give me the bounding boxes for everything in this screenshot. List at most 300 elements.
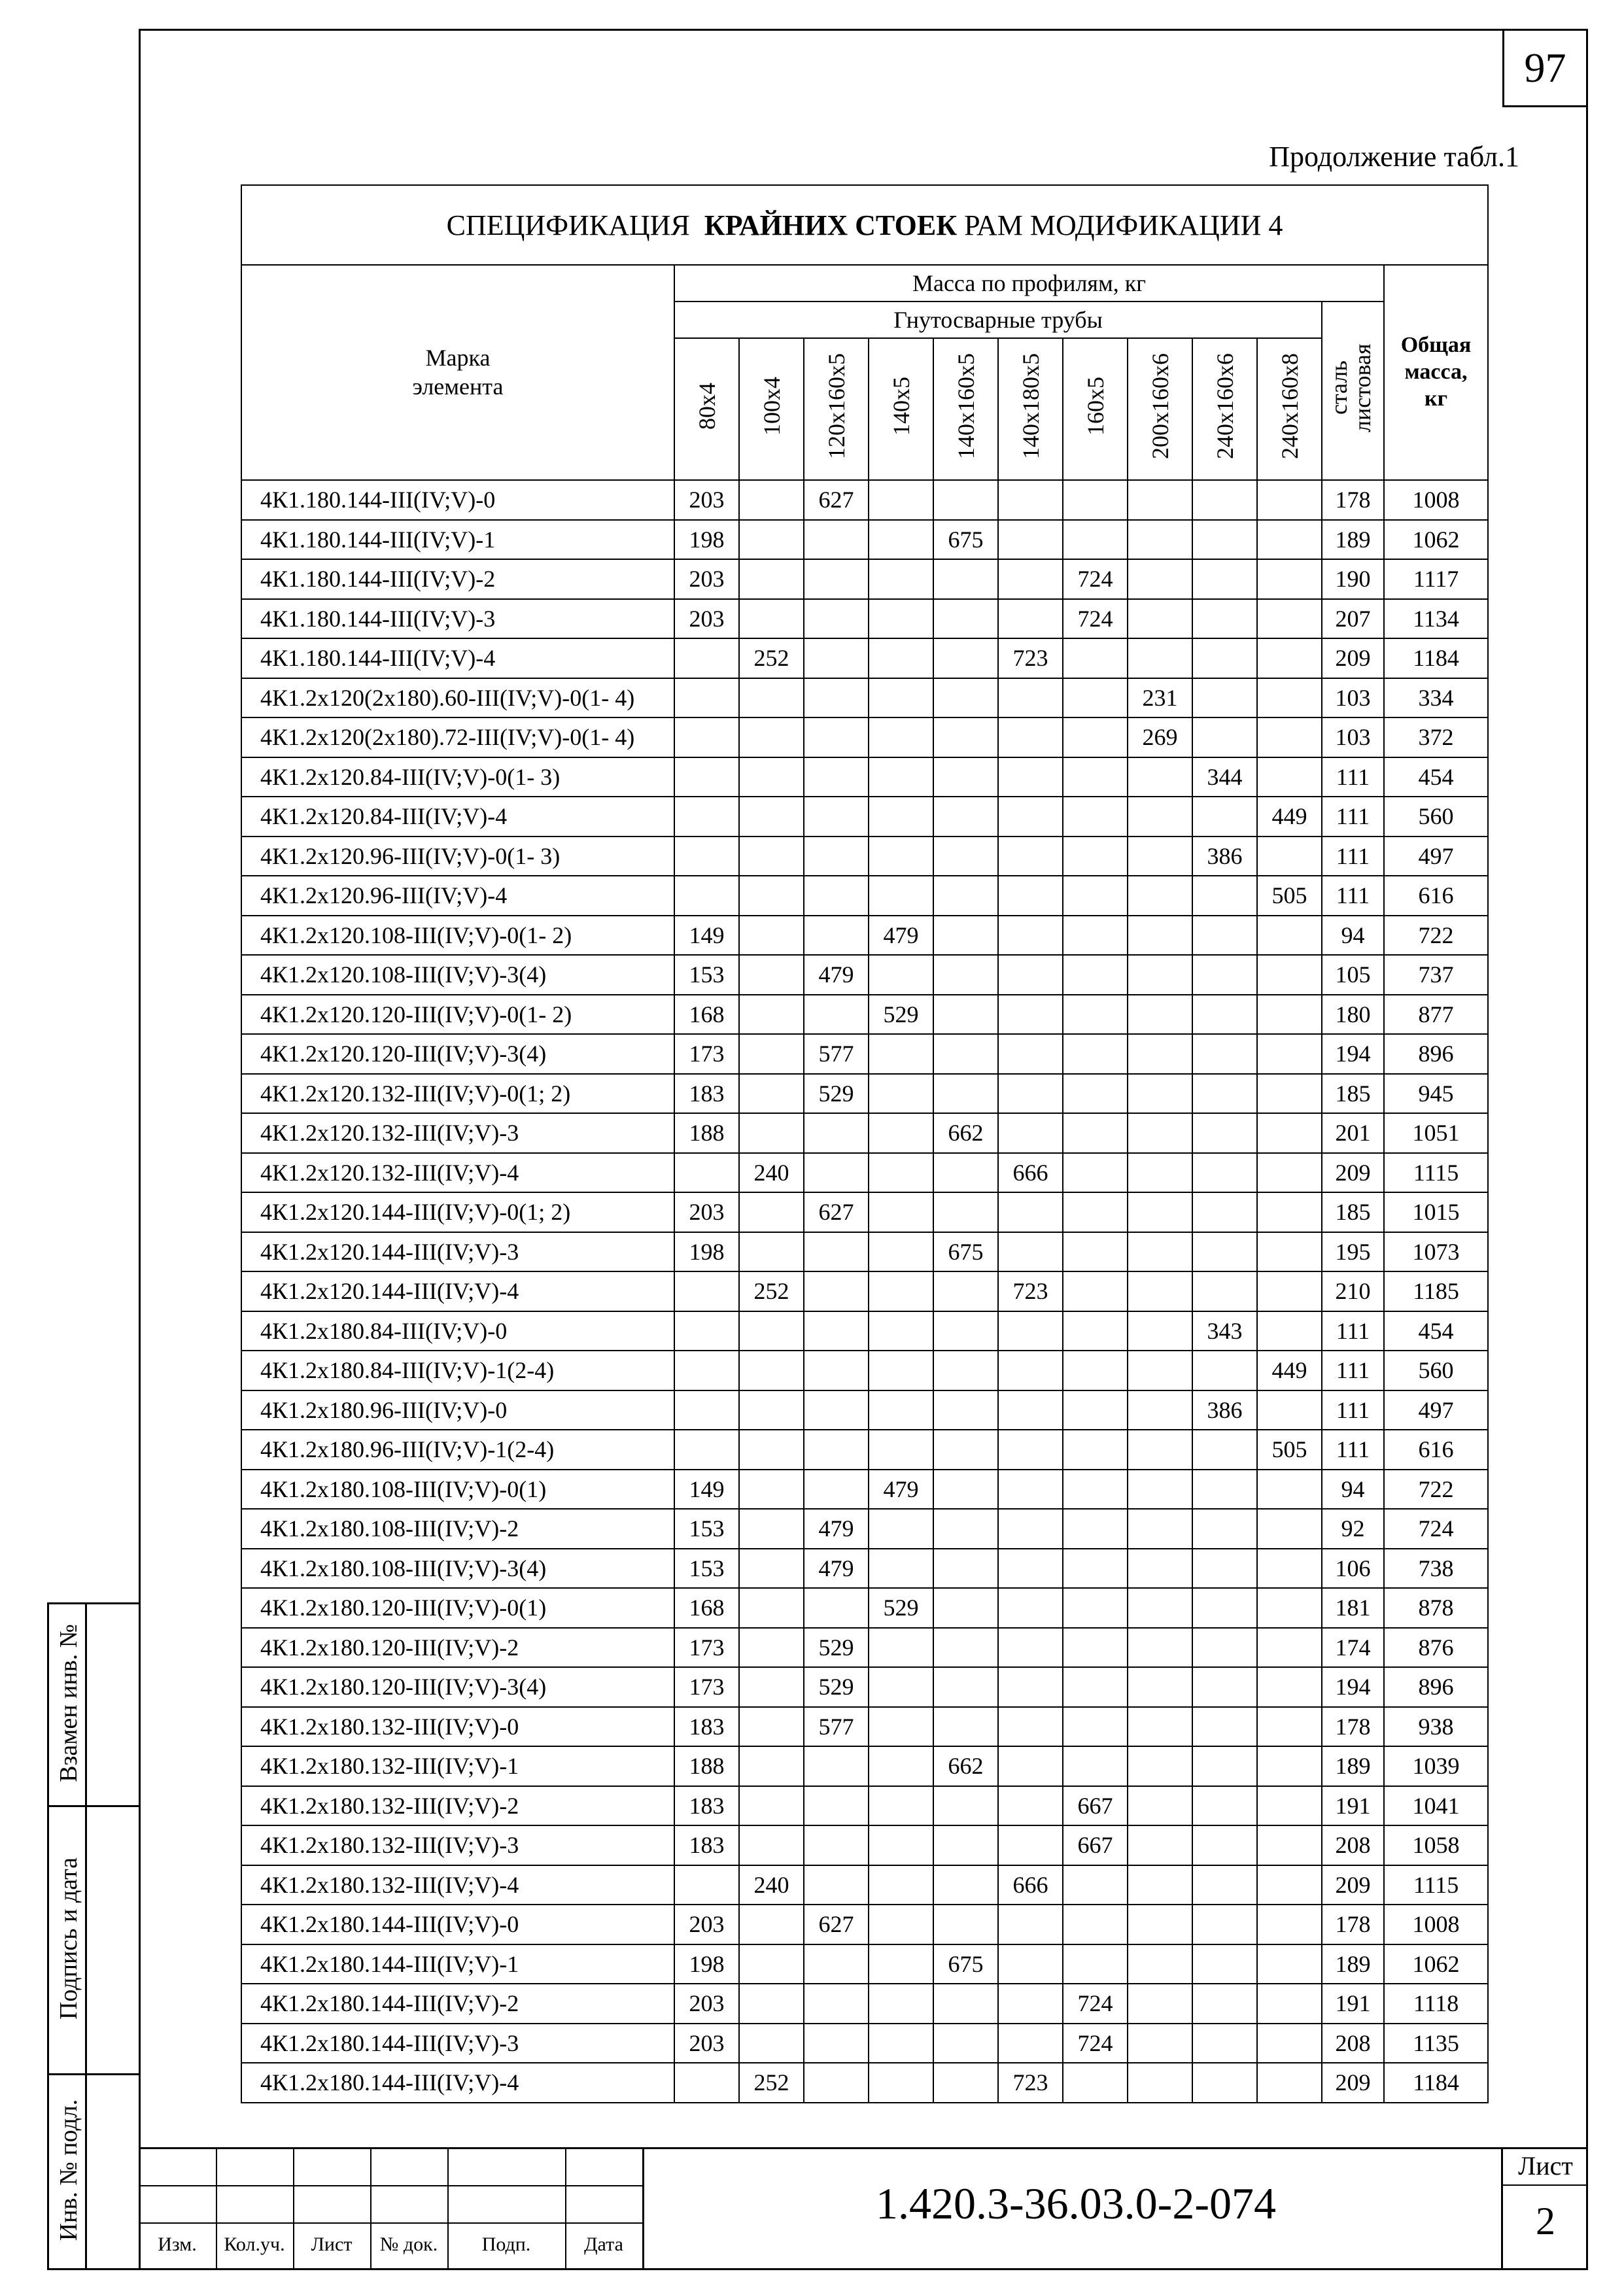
- profile-mass-cell: [1257, 678, 1322, 718]
- profile-mass-cell: [1063, 1667, 1128, 1707]
- profile-header: 240x160x6: [1192, 338, 1257, 480]
- doc-number-label: № док.: [379, 2234, 438, 2255]
- profile-mass-cell: [804, 1271, 869, 1311]
- total-mass-cell: 1008: [1384, 1905, 1488, 1944]
- total-mass-cell: 896: [1384, 1667, 1488, 1707]
- table-row: [241, 717, 1488, 757]
- profile-mass-cell: [933, 678, 998, 718]
- profile-mass-cell: [933, 1707, 998, 1747]
- element-mark: 4К1.2х180.132-III(IV;V)-2: [241, 1786, 674, 1826]
- profile-mass-cell: [869, 1192, 933, 1232]
- sheet-steel-cell: 180: [1322, 995, 1384, 1035]
- stamp-border: [47, 2073, 141, 2075]
- total-mass-cell: 945: [1384, 1074, 1488, 1114]
- sheet-steel-cell: 111: [1322, 1311, 1384, 1351]
- profile-mass-cell: [739, 599, 804, 639]
- table-row: [241, 1944, 1488, 1984]
- profile-mass-cell: [1063, 1470, 1128, 1510]
- table-row: [241, 1865, 1488, 1905]
- profile-mass-cell: [933, 876, 998, 916]
- profile-mass-cell: [933, 1430, 998, 1470]
- tubes-header: Гнутосварные трубы: [674, 302, 1322, 338]
- profile-mass-cell: [1063, 1311, 1128, 1351]
- profile-mass-cell: [998, 837, 1063, 876]
- profile-mass-cell: [869, 955, 933, 995]
- profile-mass-cell: 203: [674, 1192, 739, 1232]
- element-mark: 4К1.2х180.84-III(IV;V)-0: [241, 1311, 674, 1351]
- signature-label: Подп.: [481, 2234, 531, 2255]
- profile-mass-cell: [998, 876, 1063, 916]
- profile-mass-cell: [998, 1351, 1063, 1390]
- profile-mass-cell: 252: [739, 638, 804, 678]
- total-mass-cell: 1134: [1384, 599, 1488, 639]
- total-mass-cell: 1135: [1384, 2024, 1488, 2063]
- sheet-number: 2: [1536, 2200, 1555, 2243]
- profile-mass-cell: [1063, 1430, 1128, 1470]
- profile-mass-cell: [1192, 717, 1257, 757]
- profile-mass-cell: [1128, 797, 1192, 837]
- table-row: [241, 480, 1488, 520]
- profile-mass-cell: [933, 1905, 998, 1944]
- total-mass-cell: 616: [1384, 1430, 1488, 1470]
- element-mark: 4К1.2х180.144-III(IV;V)-4: [241, 2063, 674, 2103]
- profile-mass-cell: [1128, 837, 1192, 876]
- profile-mass-cell: [1063, 1549, 1128, 1589]
- profile-mass-cell: [1192, 1034, 1257, 1074]
- profile-mass-cell: [674, 678, 739, 718]
- profile-mass-cell: [1063, 678, 1128, 718]
- profile-mass-cell: [933, 717, 998, 757]
- profile-mass-cell: [1192, 559, 1257, 599]
- profile-mass-cell: [739, 1074, 804, 1114]
- profile-mass-cell: [739, 876, 804, 916]
- element-mark: 4К1.2х180.132-III(IV;V)-0: [241, 1707, 674, 1747]
- stamp-border: [47, 2268, 141, 2270]
- profile-mass-cell: [674, 2063, 739, 2103]
- profile-mass-cell: [1192, 1667, 1257, 1707]
- profile-mass-cell: [1063, 480, 1128, 520]
- profile-mass-cell: [1128, 1905, 1192, 1944]
- profile-mass-cell: [739, 1588, 804, 1628]
- profile-mass-cell: [869, 1074, 933, 1114]
- profile-mass-cell: [1063, 1588, 1128, 1628]
- profile-mass-cell: [933, 2063, 998, 2103]
- total-mass-cell: 1015: [1384, 1192, 1488, 1232]
- profile-mass-cell: [998, 1746, 1063, 1786]
- profile-mass-cell: [1128, 1470, 1192, 1510]
- profile-mass-cell: 662: [933, 1113, 998, 1153]
- profile-mass-cell: [1257, 1509, 1322, 1549]
- element-mark: 4К1.2х180.120-III(IV;V)-2: [241, 1628, 674, 1668]
- profile-mass-cell: 168: [674, 995, 739, 1035]
- table-row: [241, 916, 1488, 956]
- profile-mass-cell: [1257, 1271, 1322, 1311]
- table-row: [241, 1825, 1488, 1865]
- element-mark: 4К1.2х180.132-III(IV;V)-3: [241, 1825, 674, 1865]
- profile-mass-cell: [1192, 1984, 1257, 2024]
- sheet-steel-cell: 92: [1322, 1509, 1384, 1549]
- profile-mass-cell: 188: [674, 1113, 739, 1153]
- profile-mass-cell: [1192, 1707, 1257, 1747]
- total-mass-cell: 1051: [1384, 1113, 1488, 1153]
- profile-mass-cell: [869, 1153, 933, 1193]
- profile-mass-cell: 627: [804, 1192, 869, 1232]
- sheet-steel-cell: 189: [1322, 1944, 1384, 1984]
- profile-mass-cell: 505: [1257, 1430, 1322, 1470]
- title-block-border: [139, 2147, 1588, 2149]
- replaced-inv-label: Взамен инв. №: [55, 1624, 82, 1782]
- profile-mass-cell: [1192, 599, 1257, 639]
- profile-mass-cell: [739, 837, 804, 876]
- profile-mass-cell: [1128, 520, 1192, 560]
- profile-mass-cell: [869, 1944, 933, 1984]
- profile-mass-cell: [1192, 955, 1257, 995]
- total-mass-cell: 1184: [1384, 638, 1488, 678]
- profile-mass-cell: [998, 2024, 1063, 2063]
- date-label: Дата: [584, 2234, 623, 2255]
- profile-mass-cell: [1257, 916, 1322, 956]
- profile-mass-cell: [1128, 1865, 1192, 1905]
- profile-mass-cell: 183: [674, 1074, 739, 1114]
- profile-mass-cell: [1257, 1865, 1322, 1905]
- profile-mass-cell: [869, 1034, 933, 1074]
- table-row: [241, 876, 1488, 916]
- profile-mass-cell: [998, 1984, 1063, 2024]
- sheet-steel-cell: 111: [1322, 797, 1384, 837]
- element-mark: 4К1.2х120(2х180).72-III(IV;V)-0(1- 4): [241, 717, 674, 757]
- profile-mass-cell: [1128, 916, 1192, 956]
- profile-mass-cell: [1063, 1074, 1128, 1114]
- profile-mass-cell: [739, 1549, 804, 1589]
- profile-mass-cell: [1128, 1825, 1192, 1865]
- profile-mass-cell: [998, 559, 1063, 599]
- profile-mass-cell: 173: [674, 1628, 739, 1668]
- element-mark: 4К1.2х180.108-III(IV;V)-0(1): [241, 1470, 674, 1510]
- total-mass-cell: 1115: [1384, 1153, 1488, 1193]
- total-mass-cell: 738: [1384, 1549, 1488, 1589]
- profile-mass-cell: [804, 2024, 869, 2063]
- sheet-steel-cell: 94: [1322, 916, 1384, 956]
- profile-mass-cell: [998, 1430, 1063, 1470]
- element-mark: 4К1.2х120.132-III(IV;V)-0(1; 2): [241, 1074, 674, 1114]
- profile-mass-cell: [1257, 638, 1322, 678]
- profile-mass-cell: [869, 1707, 933, 1747]
- profile-mass-cell: 203: [674, 559, 739, 599]
- profile-mass-cell: [998, 1074, 1063, 1114]
- profile-mass-cell: [1257, 1113, 1322, 1153]
- profile-mass-cell: [869, 1746, 933, 1786]
- profile-mass-cell: [739, 2024, 804, 2063]
- profile-mass-cell: [804, 520, 869, 560]
- profile-mass-cell: 183: [674, 1825, 739, 1865]
- profile-mass-cell: 449: [1257, 797, 1322, 837]
- profile-mass-cell: [1192, 797, 1257, 837]
- profile-mass-cell: [869, 797, 933, 837]
- sheet-steel-cell: 190: [1322, 559, 1384, 599]
- stamp-border: [85, 1602, 87, 2270]
- profile-mass-cell: [674, 1153, 739, 1193]
- profile-mass-cell: [739, 1825, 804, 1865]
- profile-mass-cell: [933, 1865, 998, 1905]
- profile-mass-cell: [739, 1113, 804, 1153]
- profile-mass-cell: 724: [1063, 559, 1128, 599]
- profile-mass-cell: [1063, 995, 1128, 1035]
- profile-mass-cell: [739, 1746, 804, 1786]
- profile-mass-cell: [998, 1786, 1063, 1826]
- profile-mass-cell: [739, 1628, 804, 1668]
- profile-mass-cell: [1257, 717, 1322, 757]
- stamp-border: [47, 1602, 49, 2270]
- profile-mass-cell: [1257, 1707, 1322, 1747]
- table-row: [241, 638, 1488, 678]
- page-number: 97: [1502, 29, 1588, 107]
- total-mass-cell: 877: [1384, 995, 1488, 1035]
- element-mark: 4К1.2х180.120-III(IV;V)-3(4): [241, 1667, 674, 1707]
- element-mark: 4К1.2х120.120-III(IV;V)-0(1- 2): [241, 995, 674, 1035]
- table-row: [241, 2024, 1488, 2063]
- total-mass-cell: 938: [1384, 1707, 1488, 1747]
- profile-mass-cell: [1128, 1271, 1192, 1311]
- profile-mass-cell: [933, 797, 998, 837]
- profile-mass-cell: [1257, 1984, 1322, 2024]
- profile-mass-cell: [998, 1390, 1063, 1430]
- total-mass-cell: 1073: [1384, 1232, 1488, 1272]
- profile-mass-cell: [1192, 1470, 1257, 1510]
- total-mass-cell: 560: [1384, 797, 1488, 837]
- profile-mass-cell: 675: [933, 1944, 998, 1984]
- profile-header: 200x160x6: [1128, 338, 1192, 480]
- kol-uch-label: Кол.уч.: [224, 2234, 285, 2255]
- element-mark: 4К1.2х120.84-III(IV;V)-4: [241, 797, 674, 837]
- profile-mass-cell: [804, 1746, 869, 1786]
- sheet-steel-cell: 191: [1322, 1984, 1384, 2024]
- profile-mass-cell: [739, 757, 804, 797]
- table-row: [241, 757, 1488, 797]
- table-row: [241, 1707, 1488, 1747]
- sheet-steel-cell: 181: [1322, 1588, 1384, 1628]
- profile-mass-cell: 252: [739, 2063, 804, 2103]
- profile-mass-cell: 240: [739, 1153, 804, 1193]
- profile-mass-cell: [869, 1351, 933, 1390]
- element-mark: 4К1.2х120.96-III(IV;V)-0(1- 3): [241, 837, 674, 876]
- profile-mass-cell: [674, 797, 739, 837]
- profile-mass-cell: 153: [674, 1549, 739, 1589]
- profile-mass-cell: [1257, 1232, 1322, 1272]
- profile-mass-cell: [1192, 1944, 1257, 1984]
- profile-mass-cell: [1257, 757, 1322, 797]
- profile-mass-cell: [1192, 916, 1257, 956]
- profile-mass-cell: [1128, 1430, 1192, 1470]
- profile-mass-cell: [933, 757, 998, 797]
- profile-mass-cell: [1128, 876, 1192, 916]
- profile-mass-cell: [674, 1865, 739, 1905]
- table-row: [241, 678, 1488, 718]
- profile-mass-cell: [804, 1470, 869, 1510]
- profile-mass-cell: [1192, 1865, 1257, 1905]
- profile-mass-cell: [933, 1074, 998, 1114]
- profile-mass-cell: [1257, 1825, 1322, 1865]
- table-row: [241, 1667, 1488, 1707]
- element-mark: 4К1.2х180.144-III(IV;V)-0: [241, 1905, 674, 1944]
- profile-mass-cell: [869, 1984, 933, 2024]
- profile-mass-cell: [804, 916, 869, 956]
- sheet-steel-cell: 210: [1322, 1271, 1384, 1311]
- profile-mass-cell: 675: [933, 1232, 998, 1272]
- profile-mass-cell: [869, 876, 933, 916]
- profile-mass-cell: [1128, 1192, 1192, 1232]
- profile-mass-cell: [1063, 1390, 1128, 1430]
- profile-mass-cell: 666: [998, 1153, 1063, 1193]
- profile-mass-cell: [1128, 1944, 1192, 1984]
- profile-mass-cell: [804, 1984, 869, 2024]
- sheet-steel-cell: 111: [1322, 757, 1384, 797]
- element-mark: 4К1.2х120.132-III(IV;V)-3: [241, 1113, 674, 1153]
- profile-mass-cell: [1063, 1113, 1128, 1153]
- profile-mass-cell: [1192, 876, 1257, 916]
- profile-mass-cell: 203: [674, 480, 739, 520]
- total-mass-cell: 1039: [1384, 1746, 1488, 1786]
- profile-mass-cell: [933, 1470, 998, 1510]
- profile-mass-cell: [933, 1549, 998, 1589]
- profile-mass-cell: [1063, 2063, 1128, 2103]
- profile-mass-cell: [933, 2024, 998, 2063]
- profile-mass-cell: [998, 1588, 1063, 1628]
- profile-mass-cell: [869, 837, 933, 876]
- profile-mass-cell: 386: [1192, 1390, 1257, 1430]
- profile-mass-cell: [998, 678, 1063, 718]
- profile-mass-cell: 343: [1192, 1311, 1257, 1351]
- profile-mass-cell: [998, 1628, 1063, 1668]
- profile-mass-cell: [1128, 757, 1192, 797]
- total-mass-cell: 1062: [1384, 520, 1488, 560]
- table-row: [241, 1430, 1488, 1470]
- profile-mass-cell: [869, 1786, 933, 1826]
- profile-mass-cell: 529: [804, 1628, 869, 1668]
- profile-mass-cell: [804, 1153, 869, 1193]
- profile-mass-cell: [804, 2063, 869, 2103]
- profile-mass-cell: [1063, 1192, 1128, 1232]
- profile-mass-cell: [1128, 995, 1192, 1035]
- sign-date-label: Подпись и дата: [55, 1857, 82, 2020]
- profile-mass-cell: 723: [998, 2063, 1063, 2103]
- profile-mass-cell: [869, 1509, 933, 1549]
- profile-mass-cell: [998, 1707, 1063, 1747]
- table-row: [241, 837, 1488, 876]
- profile-mass-cell: [1063, 1905, 1128, 1944]
- profile-mass-cell: 577: [804, 1707, 869, 1747]
- sheet-steel-cell: 174: [1322, 1628, 1384, 1668]
- profile-mass-cell: [1128, 1390, 1192, 1430]
- title-block-border: [1501, 2184, 1588, 2186]
- profile-mass-cell: [933, 916, 998, 956]
- profile-mass-cell: [998, 955, 1063, 995]
- sheet-steel-cell: 208: [1322, 2024, 1384, 2063]
- table-row: [241, 1311, 1488, 1351]
- profile-mass-cell: 505: [1257, 876, 1322, 916]
- element-mark: 4К1.2х120.96-III(IV;V)-4: [241, 876, 674, 916]
- element-mark: 4К1.2х120.144-III(IV;V)-3: [241, 1232, 674, 1272]
- table-row: [241, 1351, 1488, 1390]
- profile-mass-cell: 724: [1063, 2024, 1128, 2063]
- profile-mass-cell: [1192, 1271, 1257, 1311]
- element-mark: 4К1.2х180.144-III(IV;V)-1: [241, 1944, 674, 1984]
- element-mark: 4К1.2х180.108-III(IV;V)-3(4): [241, 1549, 674, 1589]
- profile-mass-cell: [1192, 1549, 1257, 1589]
- profile-mass-cell: [1257, 1628, 1322, 1668]
- profile-mass-cell: [1257, 1905, 1322, 1944]
- profile-mass-cell: [998, 1944, 1063, 1984]
- profile-mass-cell: [739, 1509, 804, 1549]
- profile-mass-cell: [869, 520, 933, 560]
- sheet-steel-cell: 189: [1322, 520, 1384, 560]
- sheet-steel-cell: 106: [1322, 1549, 1384, 1589]
- profile-mass-cell: [869, 2024, 933, 2063]
- total-mass-cell: 454: [1384, 1311, 1488, 1351]
- profile-mass-cell: [1128, 1628, 1192, 1668]
- profile-mass-cell: [1128, 1034, 1192, 1074]
- profile-mass-cell: [804, 638, 869, 678]
- profile-mass-cell: [674, 638, 739, 678]
- profile-mass-cell: [804, 1786, 869, 1826]
- profile-mass-cell: [869, 638, 933, 678]
- element-mark: 4К1.2х120(2х180).60-III(IV;V)-0(1- 4): [241, 678, 674, 718]
- profile-mass-cell: [739, 1667, 804, 1707]
- sheet-steel-cell: 207: [1322, 599, 1384, 639]
- profile-mass-cell: [869, 1271, 933, 1311]
- profile-mass-cell: [1257, 520, 1322, 560]
- profile-mass-cell: [998, 1549, 1063, 1589]
- profile-mass-cell: [739, 480, 804, 520]
- profile-mass-cell: [998, 480, 1063, 520]
- sheet-steel-cell: 111: [1322, 1351, 1384, 1390]
- profile-mass-cell: 662: [933, 1746, 998, 1786]
- table-row: [241, 1588, 1488, 1628]
- profile-mass-cell: [1257, 1311, 1322, 1351]
- element-mark: 4К1.2х120.132-III(IV;V)-4: [241, 1153, 674, 1193]
- total-mass-cell: 722: [1384, 1470, 1488, 1510]
- profile-mass-cell: [739, 797, 804, 837]
- profile-mass-cell: [804, 995, 869, 1035]
- profile-mass-cell: [933, 1311, 998, 1351]
- profile-mass-cell: [933, 1271, 998, 1311]
- profile-mass-cell: [1063, 1628, 1128, 1668]
- profile-mass-cell: 269: [1128, 717, 1192, 757]
- profile-mass-cell: [869, 1628, 933, 1668]
- profile-mass-cell: [1257, 837, 1322, 876]
- profile-mass-cell: [998, 1470, 1063, 1510]
- table-row: [241, 520, 1488, 560]
- total-mass-cell: 1185: [1384, 1271, 1488, 1311]
- profile-mass-cell: [933, 1984, 998, 2024]
- profile-mass-cell: [1192, 520, 1257, 560]
- profile-mass-cell: [674, 1311, 739, 1351]
- sheet-steel-cell: 178: [1322, 1905, 1384, 1944]
- profile-mass-cell: 188: [674, 1746, 739, 1786]
- sheet-steel-cell: 208: [1322, 1825, 1384, 1865]
- profile-mass-cell: [804, 757, 869, 797]
- element-mark: 4К1.180.144-III(IV;V)-4: [241, 638, 674, 678]
- table-row: [241, 1113, 1488, 1153]
- profile-mass-cell: [1192, 1153, 1257, 1193]
- profile-mass-cell: [1128, 1113, 1192, 1153]
- profile-mass-cell: [869, 1430, 933, 1470]
- profile-mass-cell: [1257, 1549, 1322, 1589]
- profile-mass-cell: [1128, 955, 1192, 995]
- profile-mass-cell: [998, 1113, 1063, 1153]
- table-title: СПЕЦИФИКАЦИЯ КРАЙНИХ СТОЕК РАМ МОДИФИКАЦИИ 4: [241, 185, 1488, 265]
- profile-mass-cell: [739, 717, 804, 757]
- element-mark: 4К1.2х120.108-III(IV;V)-3(4): [241, 955, 674, 995]
